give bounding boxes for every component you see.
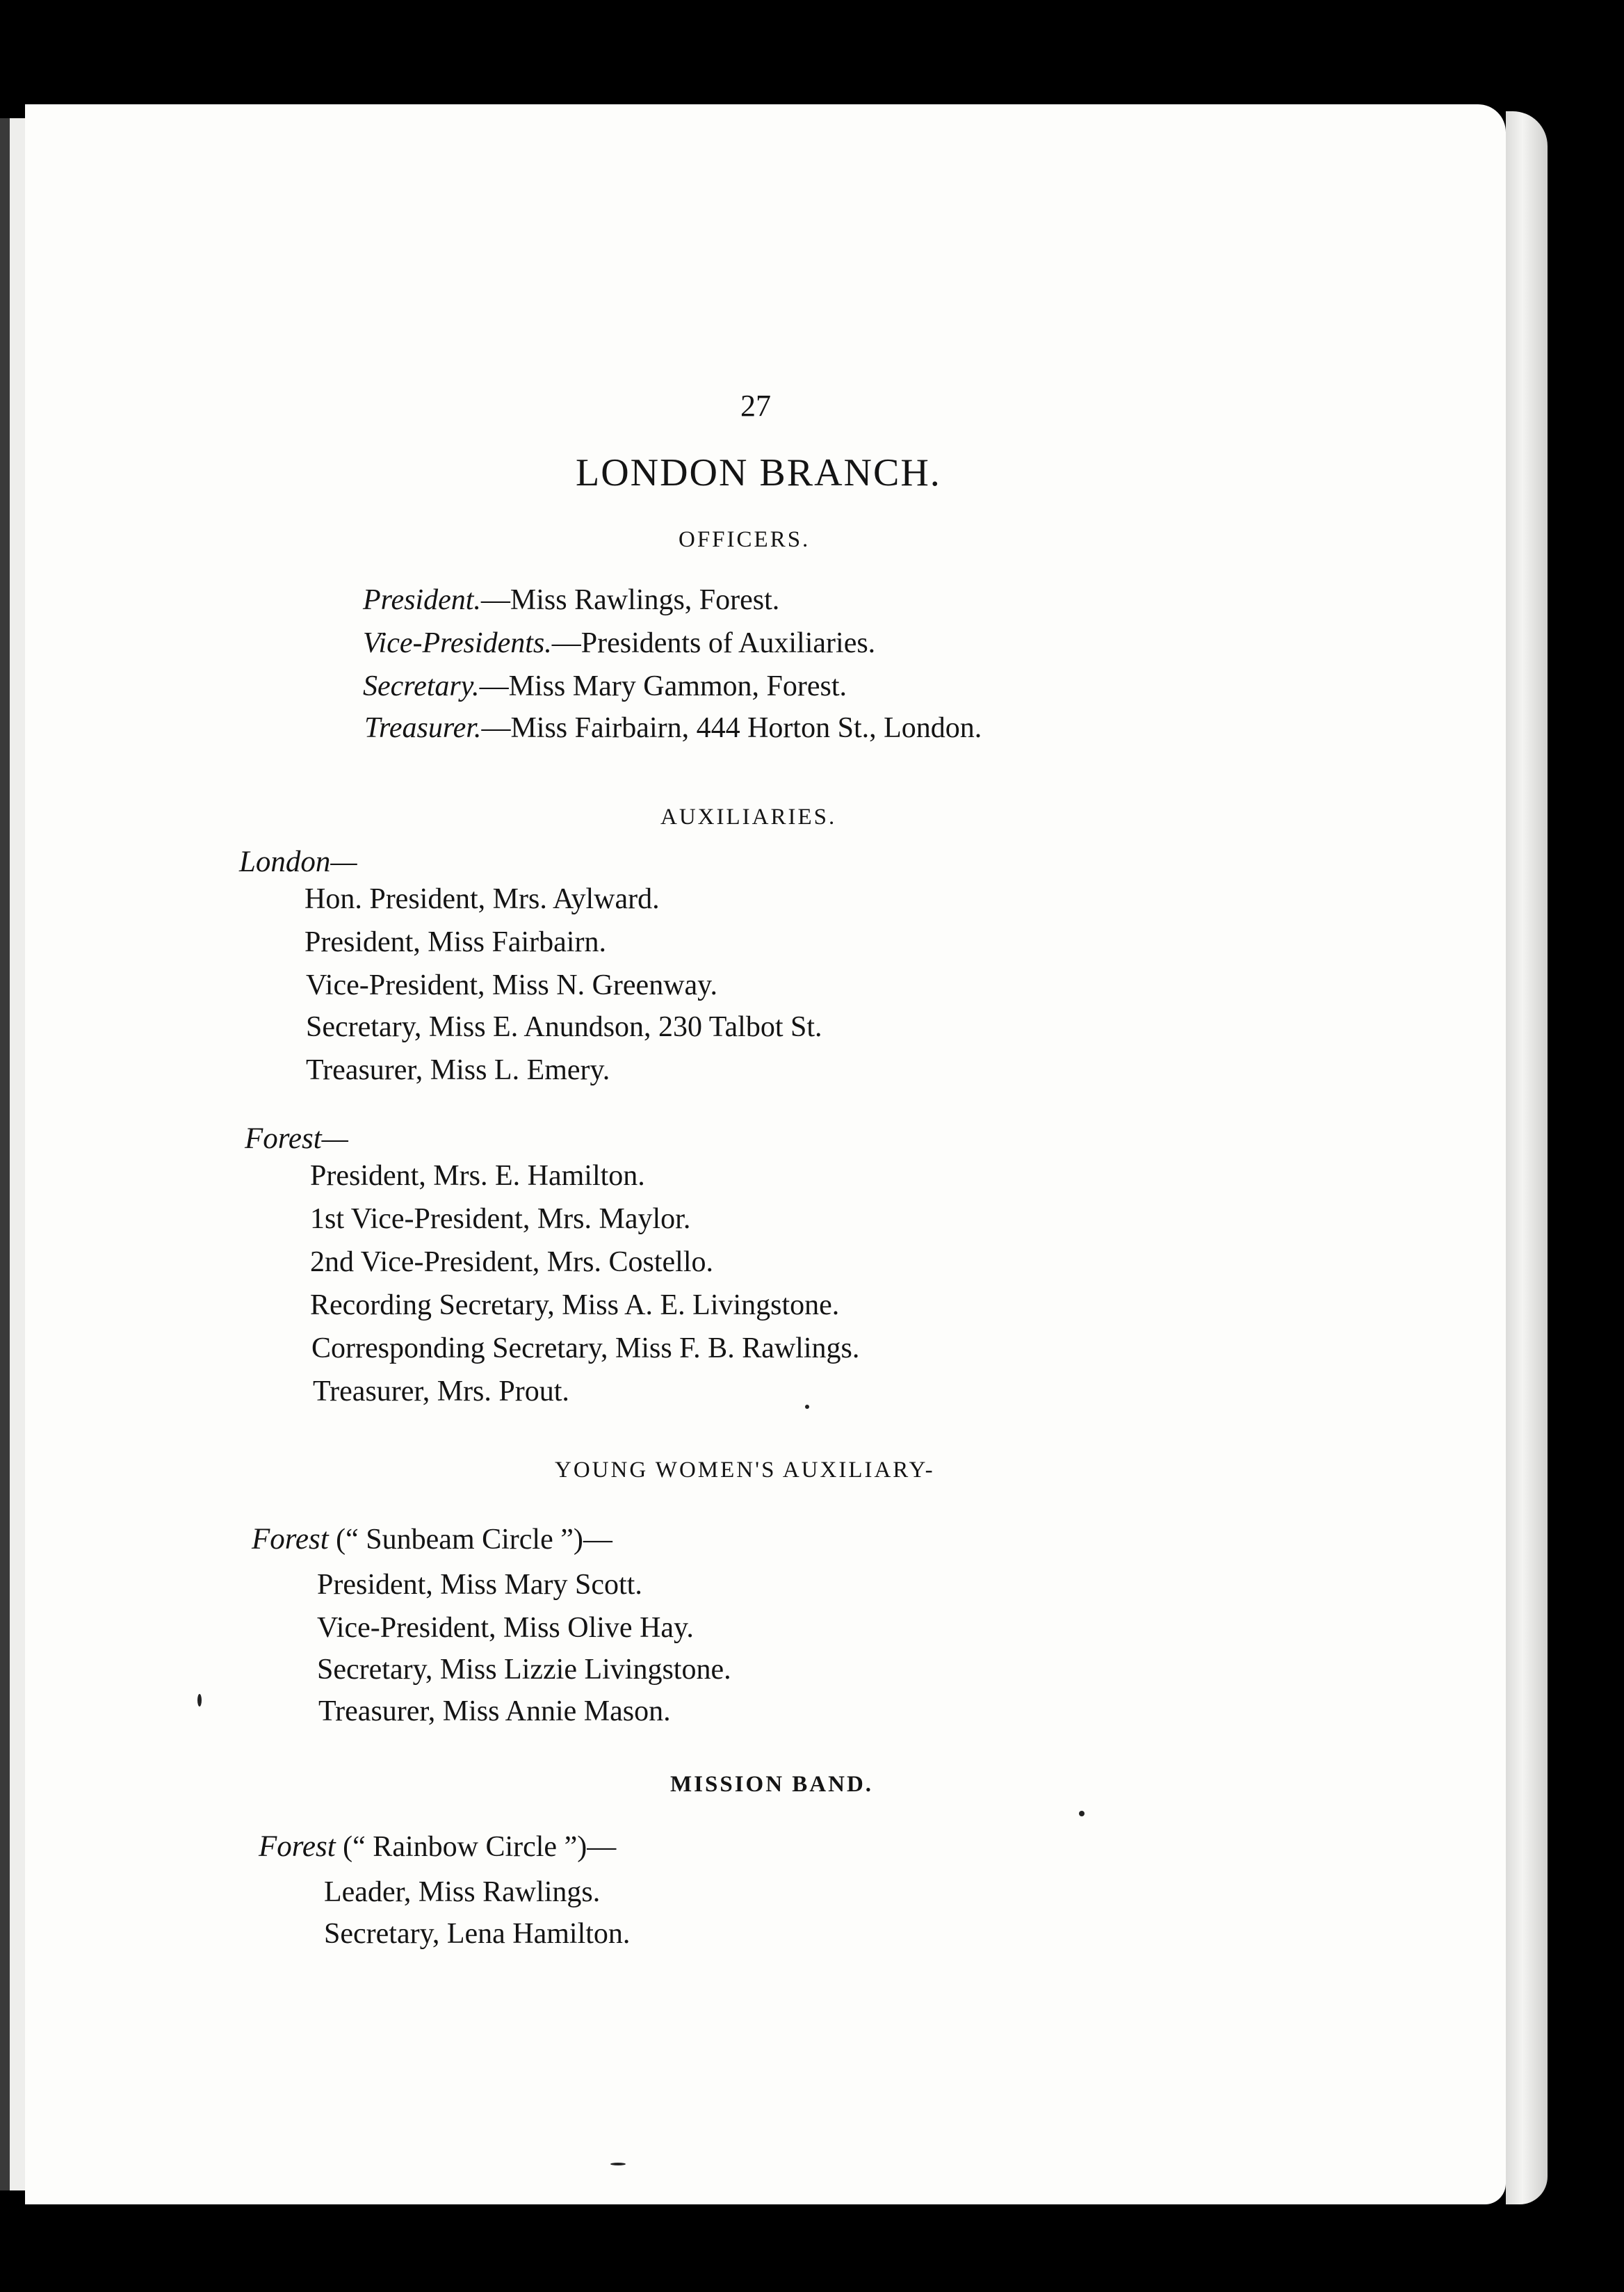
officer-vice-presidents: [363, 629, 875, 658]
officer-detail: —Miss Mary Gammon, Forest.: [479, 670, 847, 702]
page-number: 27: [740, 389, 771, 423]
branch-title: LONDON BRANCH.: [576, 451, 941, 494]
list-item: President, Mrs. E. Hamilton.: [310, 1160, 645, 1192]
list-item: Treasurer, Miss L. Emery.: [306, 1054, 610, 1086]
group-label-sunbeam-circle: [252, 1524, 612, 1554]
officer-role: Vice-Presidents.: [363, 627, 552, 659]
officer-role: Treasurer.: [364, 712, 482, 744]
officers-heading: OFFICERS.: [679, 527, 811, 552]
scan-speck: [610, 2163, 626, 2165]
list-item: Corresponding Secretary, Miss F. B. Rawlings.: [311, 1332, 860, 1364]
list-item: Leader, Miss Rawlings.: [324, 1876, 601, 1908]
officer-detail: —Miss Fairbairn, 444 Horton St., London.: [481, 712, 982, 744]
list-item: Recording Secretary, Miss A. E. Livingstone.: [310, 1289, 840, 1321]
list-item: President, Miss Fairbairn.: [304, 926, 606, 958]
group-label-place: Forest: [259, 1830, 336, 1863]
group-label-circle: (“ Sunbeam Circle ”)—: [328, 1524, 612, 1556]
list-item: Treasurer, Mrs. Prout.: [313, 1375, 569, 1407]
mission-band-heading: MISSION BAND.: [670, 1772, 874, 1797]
group-label-forest: Forest—: [245, 1122, 348, 1155]
officer-treasurer: [364, 713, 982, 743]
book-spine: [0, 118, 10, 2190]
scan-speck: [197, 1694, 202, 1706]
list-item: Treasurer, Miss Annie Mason.: [318, 1695, 671, 1727]
list-item: 2nd Vice-President, Mrs. Costello.: [310, 1246, 713, 1278]
officer-detail: —Presidents of Auxiliaries.: [551, 627, 876, 659]
group-label-london: London—: [239, 846, 357, 878]
auxiliaries-heading: AUXILIARIES.: [660, 805, 837, 830]
list-item: Vice-President, Miss Olive Hay.: [317, 1612, 694, 1644]
list-item: Secretary, Miss Lizzie Livingstone.: [317, 1654, 731, 1686]
list-item: Secretary, Lena Hamilton.: [324, 1918, 631, 1950]
list-item: Secretary, Miss E. Anundson, 230 Talbot St.: [306, 1011, 822, 1043]
list-item: 1st Vice-President, Mrs. Maylor.: [310, 1203, 691, 1235]
officer-detail: —Miss Rawlings, Forest.: [480, 584, 780, 616]
group-label-place: Forest: [252, 1523, 329, 1556]
officer-role: President.: [363, 584, 481, 616]
scan-speck: [1079, 1811, 1085, 1816]
group-label-rainbow-circle: [259, 1832, 616, 1862]
list-item: Hon. President, Mrs. Aylward.: [304, 883, 660, 915]
page-stack-edge: [1506, 111, 1548, 2204]
group-label-circle: (“ Rainbow Circle ”)—: [335, 1831, 617, 1863]
officer-president: [363, 586, 779, 615]
officer-secretary: [363, 672, 847, 701]
officer-role: Secretary.: [363, 670, 480, 702]
list-item: Vice-President, Miss N. Greenway.: [306, 969, 717, 1001]
scan-speck: [805, 1405, 809, 1409]
facing-page-edge: [10, 118, 25, 2190]
young-womens-auxiliary-heading: YOUNG WOMEN'S AUXILIARY-: [555, 1458, 935, 1483]
list-item: President, Miss Mary Scott.: [317, 1569, 642, 1601]
